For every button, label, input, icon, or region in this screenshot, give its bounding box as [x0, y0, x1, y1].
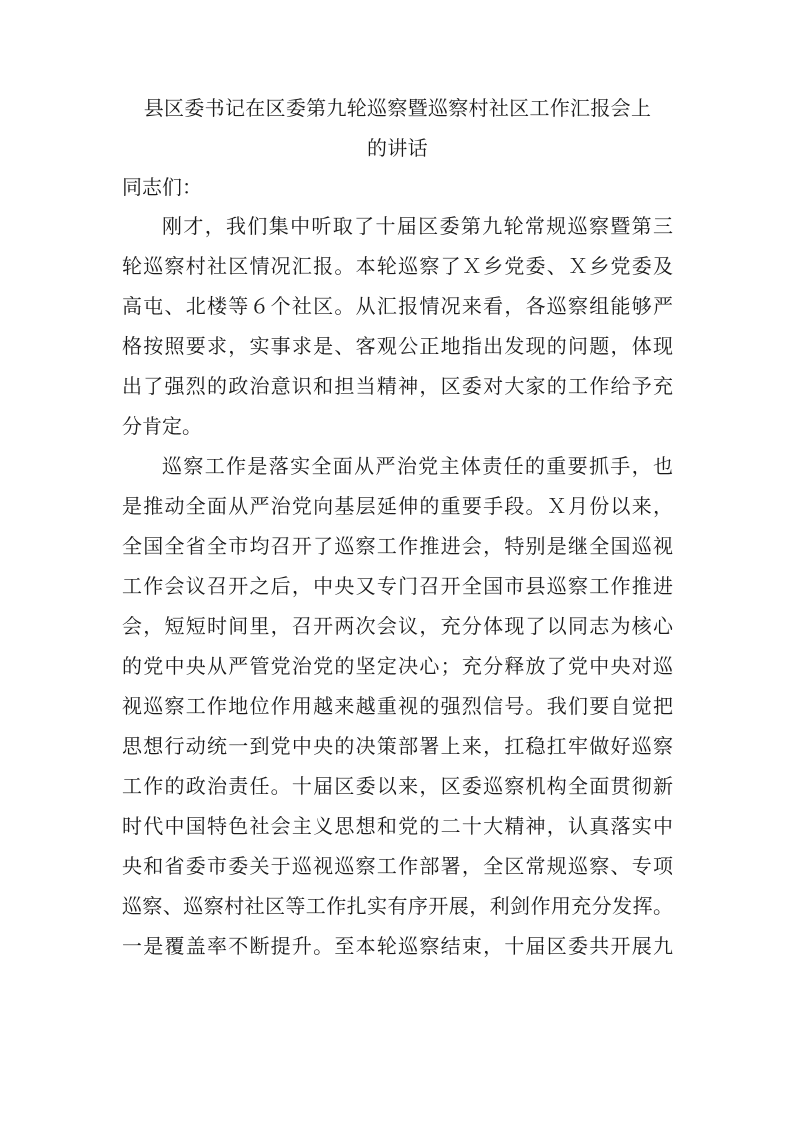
paragraph-1: [122, 206, 673, 446]
document-page: [122, 88, 673, 966]
paragraph-2: [122, 446, 673, 966]
paragraph-line: 分肯定。: [122, 414, 202, 438]
paragraph-line: 视巡察工作地位作用越来越重视的强烈信号。我们要自觉把: [122, 694, 673, 718]
salutation: 同志们：: [122, 175, 202, 199]
paragraph-line: 工作会议召开之后，中央又专门召开全国市县巡察工作推进: [122, 574, 673, 598]
paragraph-line: 出了强烈的政治意识和担当精神，区委对大家的工作给予充: [122, 374, 673, 398]
paragraph-line: 全国全省全市均召开了巡察工作推进会，特别是继全国巡视: [122, 534, 673, 558]
paragraph-line: 巡察工作是落实全面从严治党主体责任的重要抓手，也: [162, 454, 673, 478]
paragraph-line: 会，短短时间里，召开两次会议，充分体现了以同志为核心: [122, 614, 673, 638]
paragraph-line: 刚才，我们集中听取了十届区委第九轮常规巡察暨第三: [162, 214, 673, 238]
paragraph-line: 是推动全面从严治党向基层延伸的重要手段。Ｘ月份以来，: [122, 494, 673, 518]
paragraph-line: 工作的政治责任。十届区委以来，区委巡察机构全面贯彻新: [122, 774, 673, 798]
paragraph-line: 高屯、北楼等６个社区。从汇报情况来看，各巡察组能够严: [122, 294, 673, 318]
paragraph-line: 巡察、巡察村社区等工作扎实有序开展，利剑作用充分发挥。: [122, 894, 673, 918]
document-title-line-1: 县区委书记在区委第九轮巡察暨巡察村社区工作汇报会上: [143, 96, 652, 120]
paragraph-line: 的党中央从严管党治党的坚定决心；充分释放了党中央对巡: [122, 654, 673, 678]
paragraph-line: 时代中国特色社会主义思想和党的二十大精神，认真落实中: [122, 814, 673, 838]
paragraph-line: 轮巡察村社区情况汇报。本轮巡察了Ｘ乡党委、Ｘ乡党委及: [122, 254, 673, 278]
document-title-line-2: 的讲话: [367, 136, 428, 160]
paragraph-line: 一是覆盖率不断提升。至本轮巡察结束，十届区委共开展九: [122, 934, 673, 958]
paragraph-line: 思想行动统一到党中央的决策部署上来，扛稳扛牢做好巡察: [122, 734, 673, 758]
paragraph-line: 格按照要求，实事求是、客观公正地指出发现的问题，体现: [122, 334, 673, 358]
paragraph-line: 央和省委市委关于巡视巡察工作部署，全区常规巡察、专项: [122, 854, 673, 878]
